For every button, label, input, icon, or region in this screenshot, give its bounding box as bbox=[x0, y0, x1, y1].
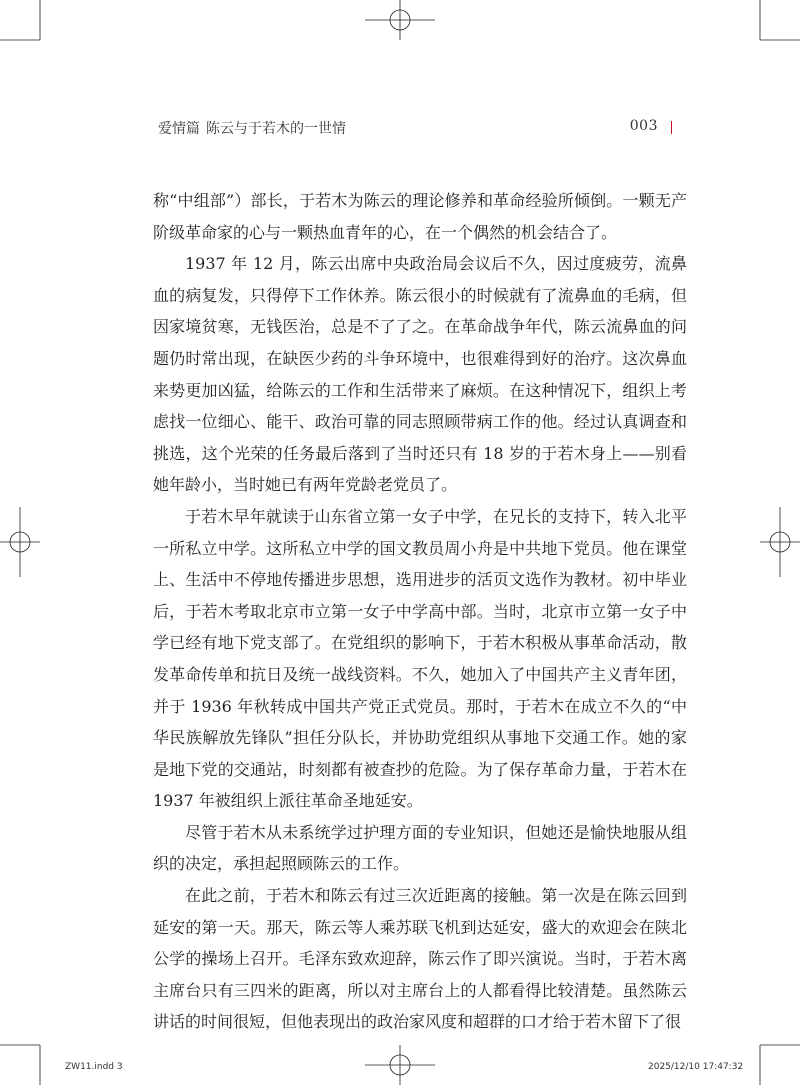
paragraph: 尽管于若木从未系统学过护理方面的专业知识，但她还是愉快地服从组织的决定，承担起照顾陈云的工作。 bbox=[153, 822, 687, 874]
header-chapter-title: 陈云与于若木的一世情 bbox=[206, 121, 346, 137]
header-section-title: 爱情篇 bbox=[158, 121, 200, 137]
body-text bbox=[153, 185, 687, 1038]
paragraph: 于若木早年就读于山东省立第一女子中学，在兄长的支持下，转入北平一所私立中学。这所私立中学的国文教员周小舟是中共地下党员。他在课堂上、生活中不停地传播进步思想，选用进步的活页文选作为教材。初中毕业后，于若木考取北京市立第一女子中学高中部。当时，北京市立第一女子中学已经有地下党支部了。在党组织的影响下，于若木积极从事革命活动，散发革命传单和抗日及统一战线资料。不久，她加入了中国共产主义青年团，并于 1936 年秋转成中国共产党正式党员。那时，于若木在成立不久的“中华民族解放先锋队”担任分队长，并协助党组织从事地下交通工作。她的家是地下党的交通站，时刻都有被查抄的危险。为了保存革命力量，于若木在 1937 年被组织上派往革命圣地延安。 bbox=[153, 506, 687, 811]
paragraph: 称“中组部”）部长，于若木为陈云的理论修养和革命经验所倾倒。一颗无产阶级革命家的心与一颗热血青年的心，在一个偶然的机会结合了。 bbox=[153, 191, 687, 242]
paragraph: 在此之前，于若木和陈云有过三次近距离的接触。第一次是在陈云回到延安的第一天。那天，陈云等人乘苏联飞机到达延安，盛大的欢迎会在陕北公学的操场上召开。毛泽东致欢迎辞，陈云作了即兴演说。当时，于若木离主席台只有三四米的距离，所以对主席台上的人都看得比较清楚。虽然陈云讲话的时间很短，但他表现出的政治家风度和超群的口才给于若木留下了很 bbox=[153, 886, 687, 1032]
paragraph: 1937 年 12 月，陈云出席中央政治局会议后不久，因过度疲劳，流鼻血的病复发，只得停下工作休养。陈云很小的时候就有了流鼻血的毛病，但因家境贫寒，无钱医治，总是不了了之。在革命战争年代，陈云流鼻血的问题仍时常出现，在缺医少药的斗争环境中，也很难得到好的治疗。这次鼻血来势更加凶猛，给陈云的工作和生活带来了麻烦。在这种情况下，组织上考虑找一位细心、能干、政治可靠的同志照顾带病工作的他。经过认真调查和挑选，这个光荣的任务最后落到了当时还只有 18 岁的于若木身上——别看她年龄小，当时她已有两年党龄老党员了。 bbox=[153, 254, 687, 495]
footer-timestamp: 2025/12/10 17:47:32 bbox=[648, 1062, 744, 1072]
header-accent-bar bbox=[671, 121, 673, 134]
page-number: 003 bbox=[629, 118, 658, 134]
running-header bbox=[158, 118, 678, 140]
footer-filename: ZW11.indd 3 bbox=[65, 1062, 123, 1072]
